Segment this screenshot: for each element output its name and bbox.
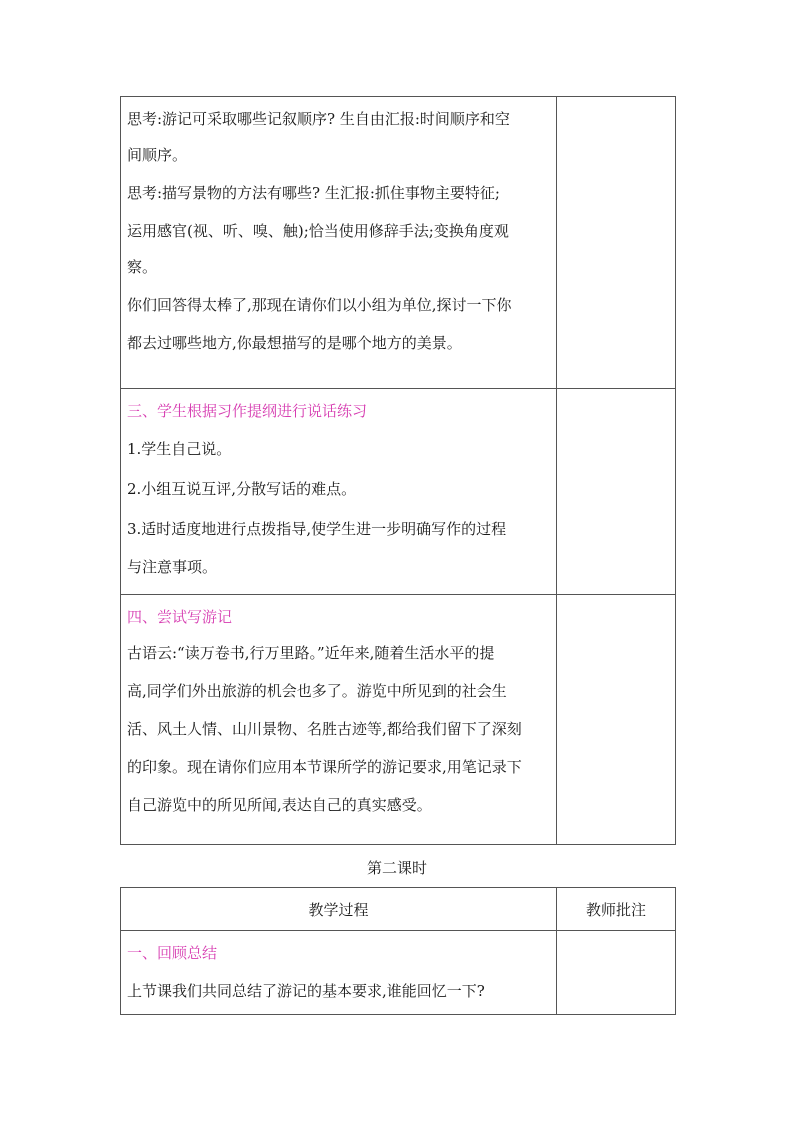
table-row [121,389,676,595]
notes-cell [557,931,676,1015]
text-line: 运用感官(视、听、嗅、触);恰当使用修辞手法;变换角度观 [127,222,509,240]
lesson-heading: 第二课时 [366,859,427,877]
text-line: 3.适时适度地进行点拨指导,使学生进一步明确写作的过程 [127,520,507,538]
process-cell [121,389,557,595]
notes-cell [557,595,676,845]
text-line: 思考:游记可采取哪些记叙顺序? 生自由汇报:时间顺序和空 [127,110,510,128]
process-cell [121,595,557,845]
notes-cell [557,97,676,389]
notes-cell [557,389,676,595]
table-row [121,595,676,845]
text-line: 的印象。现在请你们应用本节课所学的游记要求,用笔记录下 [127,758,522,776]
text-line: 你们回答得太棒了,那现在请你们以小组为单位,探讨一下你 [127,296,512,314]
process-cell [121,97,557,389]
text-line: 活、风土人情、山川景物、名胜古迹等,都给我们留下了深刻 [127,720,522,738]
text-line: 2.小组互说互评,分散写话的难点。 [127,480,357,498]
table-row [121,931,676,1015]
header-process: 教学过程 [121,888,557,931]
section-title: 三、学生根据习作提纲进行说话练习 [127,402,368,420]
text-line: 自己游览中的所见所闻,表达自己的真实感受。 [127,796,432,814]
table-header-row [121,888,676,931]
text-line: 1.学生自己说。 [127,440,232,458]
text-line: 间顺序。 [127,146,188,164]
text-line: 察。 [127,258,158,276]
text-line: 与注意事项。 [127,558,218,576]
table-row [121,97,676,389]
section-title: 一、回顾总结 [127,944,218,962]
lesson-table-part1 [120,96,676,845]
process-cell [121,931,557,1015]
section-title: 四、尝试写游记 [127,608,233,626]
text-line: 都去过哪些地方,你最想描写的是哪个地方的美景。 [127,334,462,352]
header-notes: 教师批注 [557,888,676,931]
text-line: 上节课我们共同总结了游记的基本要求,谁能回忆一下? [127,982,485,1000]
text-line: 古语云:“读万卷书,行万里路。”近年来,随着生活水平的提 [127,644,495,662]
text-line: 思考:描写景物的方法有哪些? 生汇报:抓住事物主要特征; [127,184,500,202]
text-line: 高,同学们外出旅游的机会也多了。游览中所见到的社会生 [127,682,507,700]
lesson-table-part2 [120,887,676,1015]
